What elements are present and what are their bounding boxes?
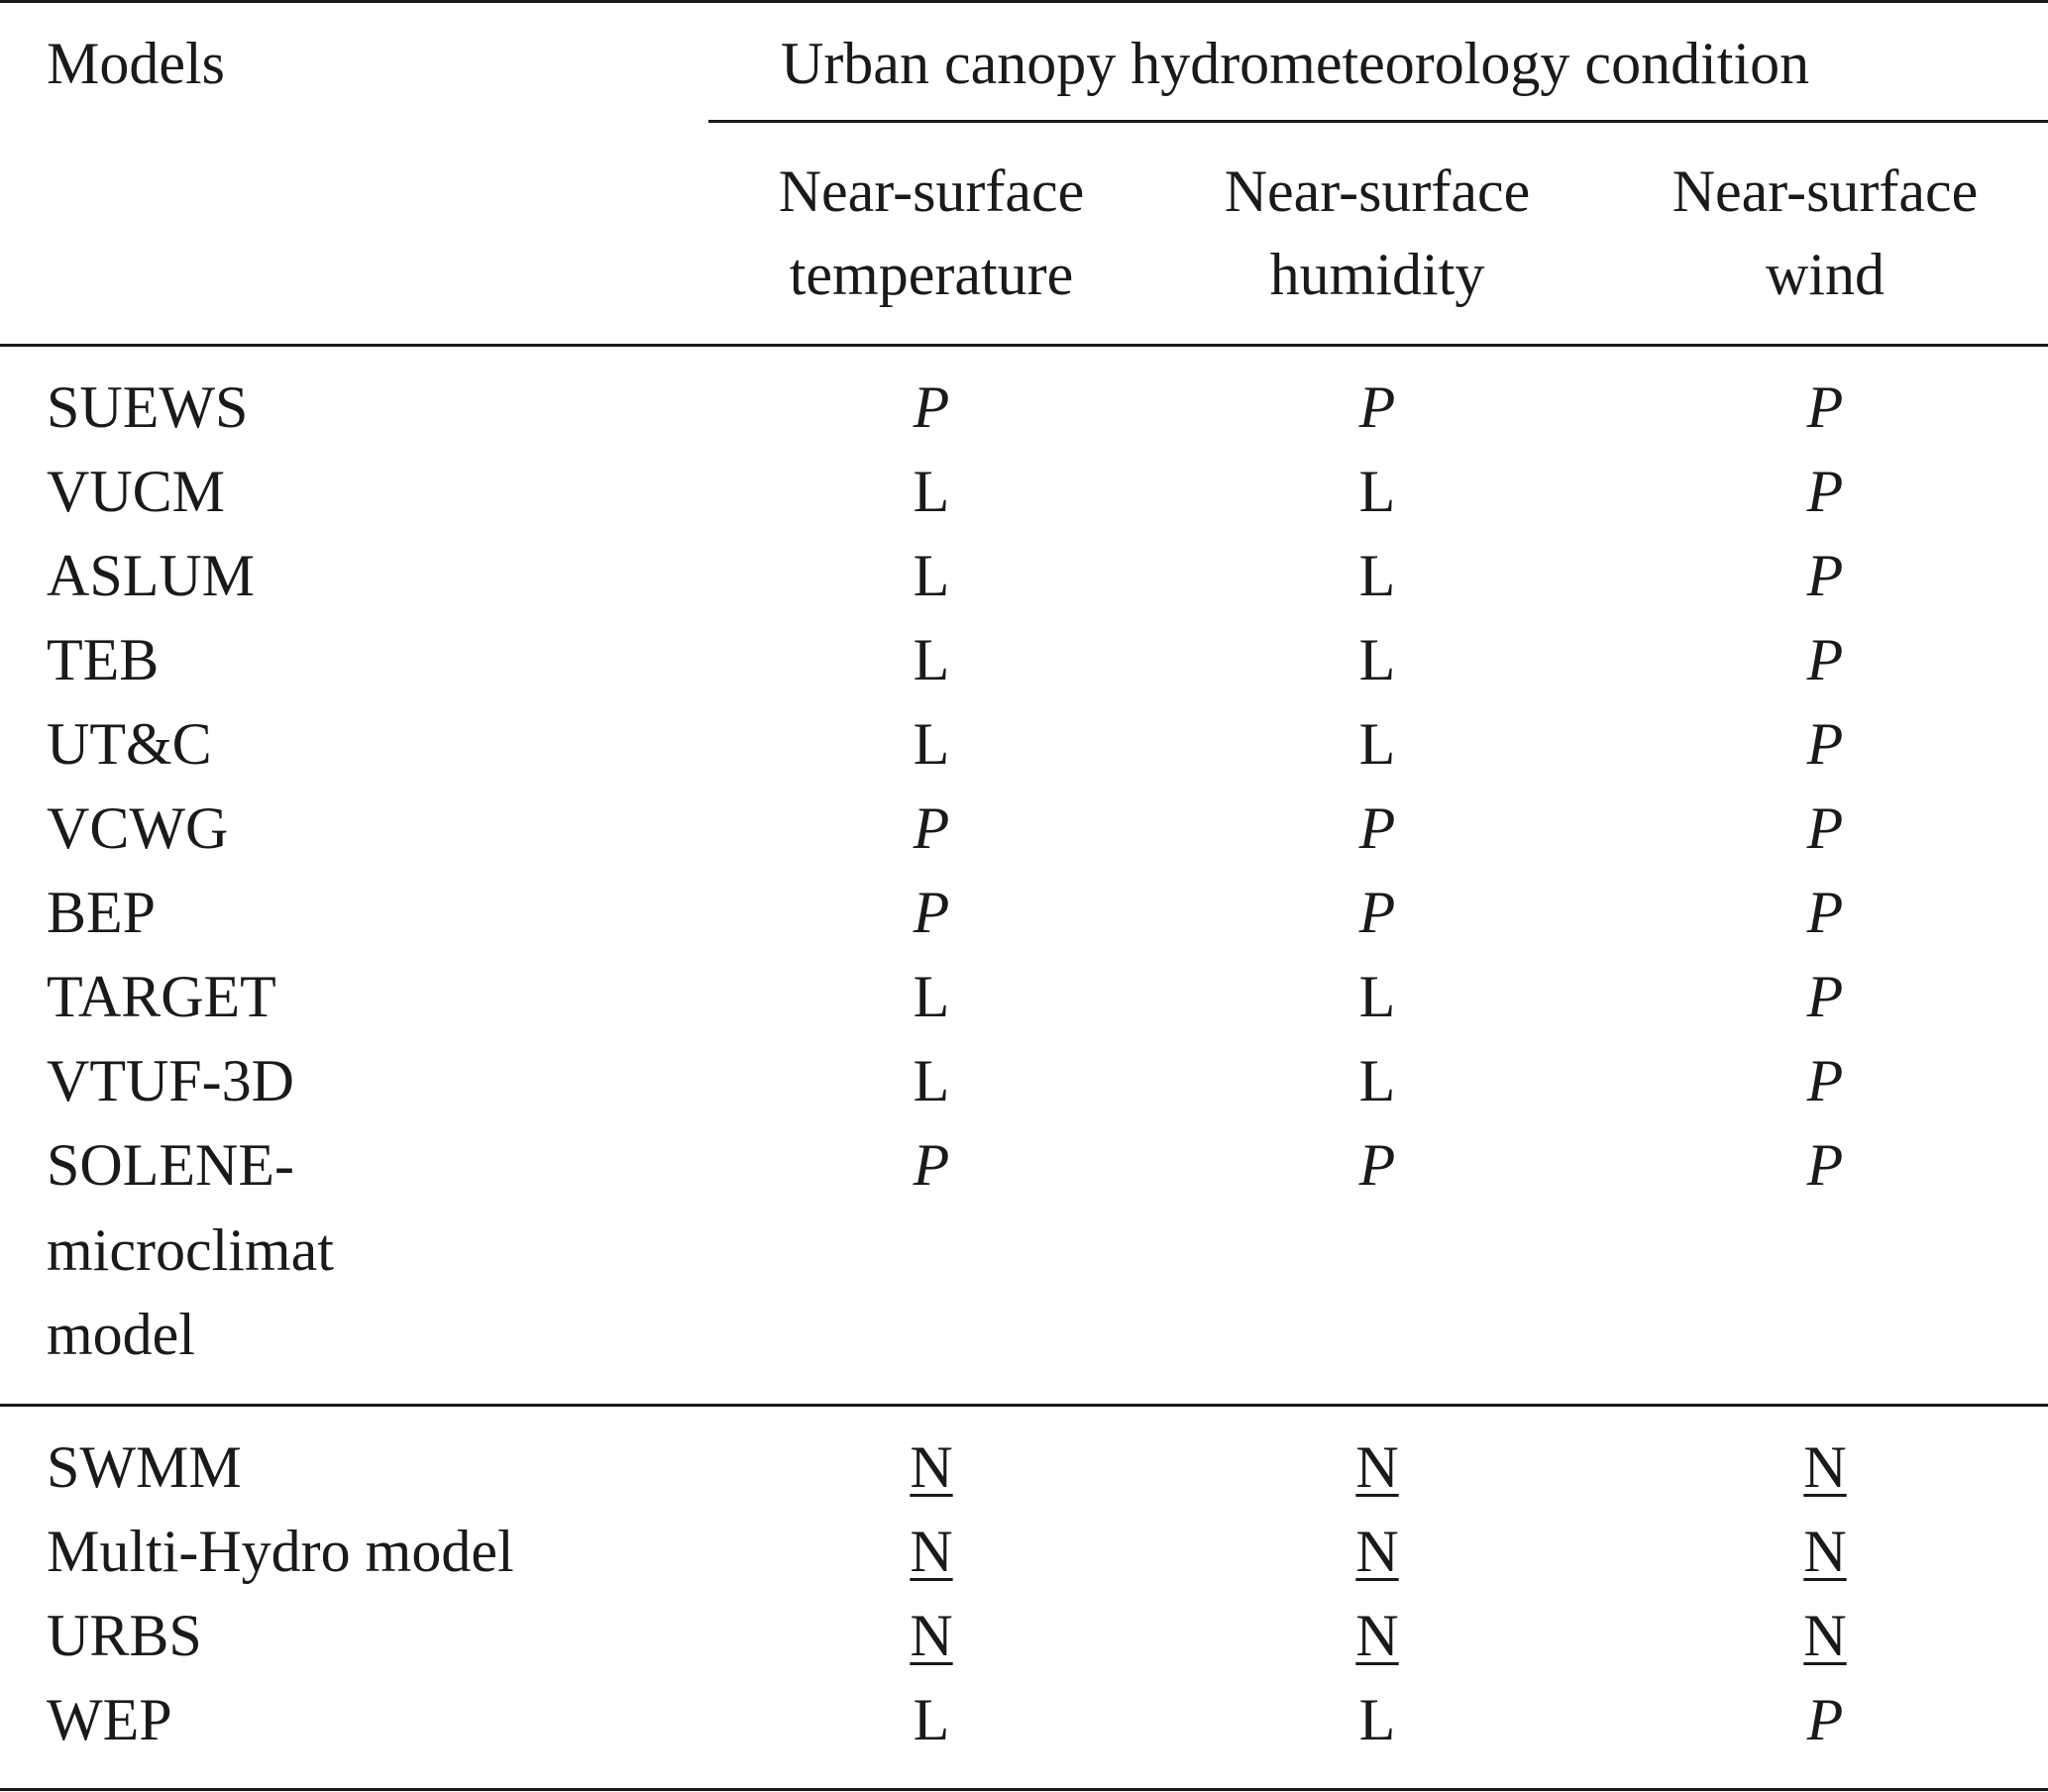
humidity-cell: L xyxy=(1358,1048,1396,1113)
model-name: UT&C xyxy=(47,711,212,777)
wind-cell: P xyxy=(1806,1687,1844,1752)
humidity-cell: L xyxy=(1358,711,1396,777)
humidity-cell: L xyxy=(1358,964,1396,1029)
humidity-cell: N xyxy=(1355,1434,1399,1500)
model-name: ASLUM xyxy=(47,543,256,608)
group-header-rule xyxy=(708,120,2048,123)
humidity-cell: P xyxy=(1358,374,1396,440)
temperature-cell: L xyxy=(913,627,950,692)
wind-cell: P xyxy=(1806,964,1844,1029)
humidity-cell: N xyxy=(1355,1519,1399,1584)
humidity-cell: L xyxy=(1358,459,1396,524)
humidity-cell: P xyxy=(1358,880,1396,945)
table-bottom-rule xyxy=(0,1788,2048,1791)
wind-cell: P xyxy=(1806,711,1844,777)
wind-cell: P xyxy=(1806,1048,1844,1113)
temperature-cell: P xyxy=(913,1132,950,1198)
wind-cell: P xyxy=(1806,459,1844,524)
temperature-cell: N xyxy=(910,1434,953,1500)
model-name: VUCM xyxy=(47,459,226,524)
humidity-cell: P xyxy=(1358,1132,1396,1198)
model-name: TEB xyxy=(47,627,160,692)
temperature-cell: L xyxy=(913,1687,950,1752)
model-name-line3: model xyxy=(47,1302,195,1367)
models-column-header: Models xyxy=(47,31,225,96)
wind-cell: N xyxy=(1803,1603,1847,1668)
model-name: SUEWS xyxy=(47,374,249,440)
humidity-header-line2: humidity xyxy=(1269,242,1485,307)
model-name: WEP xyxy=(47,1687,172,1752)
temperature-cell: P xyxy=(913,374,950,440)
model-name: Multi-Hydro model xyxy=(47,1519,514,1584)
wind-header-line2: wind xyxy=(1766,242,1885,307)
group-separator-rule xyxy=(0,1404,2048,1407)
wind-header-line1: Near-surface xyxy=(1671,158,1979,224)
table-top-rule xyxy=(0,0,2048,3)
temperature-cell: L xyxy=(913,459,950,524)
wind-cell: P xyxy=(1806,1132,1844,1198)
model-name: VCWG xyxy=(47,795,229,861)
humidity-cell: L xyxy=(1358,627,1396,692)
model-name: BEP xyxy=(47,880,157,945)
temperature-cell: N xyxy=(910,1519,953,1584)
model-name: TARGET xyxy=(47,964,276,1029)
header-bottom-rule xyxy=(0,344,2048,347)
wind-cell: N xyxy=(1803,1434,1847,1500)
model-name: SWMM xyxy=(47,1434,242,1500)
wind-cell: P xyxy=(1806,795,1844,861)
temperature-cell: P xyxy=(913,880,950,945)
humidity-header-line1: Near-surface xyxy=(1224,158,1531,224)
temperature-cell: L xyxy=(913,711,950,777)
model-name: VTUF-3D xyxy=(47,1048,294,1113)
temperature-header-line1: Near-surface xyxy=(778,158,1085,224)
wind-cell: P xyxy=(1806,374,1844,440)
temperature-header-line2: temperature xyxy=(789,242,1074,307)
temperature-cell: N xyxy=(910,1603,953,1668)
humidity-cell: L xyxy=(1358,1687,1396,1752)
wind-cell: N xyxy=(1803,1519,1847,1584)
humidity-cell: N xyxy=(1355,1603,1399,1668)
temperature-cell: L xyxy=(913,1048,950,1113)
temperature-cell: L xyxy=(913,964,950,1029)
model-name-line2: microclimat xyxy=(47,1217,334,1283)
model-name: URBS xyxy=(47,1603,202,1668)
temperature-cell: L xyxy=(913,543,950,608)
humidity-cell: L xyxy=(1358,543,1396,608)
group-column-header: Urban canopy hydrometeorology condition xyxy=(781,31,1810,96)
wind-cell: P xyxy=(1806,880,1844,945)
wind-cell: P xyxy=(1806,627,1844,692)
temperature-cell: P xyxy=(913,795,950,861)
wind-cell: P xyxy=(1806,543,1844,608)
humidity-cell: P xyxy=(1358,795,1396,861)
model-name: SOLENE- xyxy=(47,1132,294,1198)
